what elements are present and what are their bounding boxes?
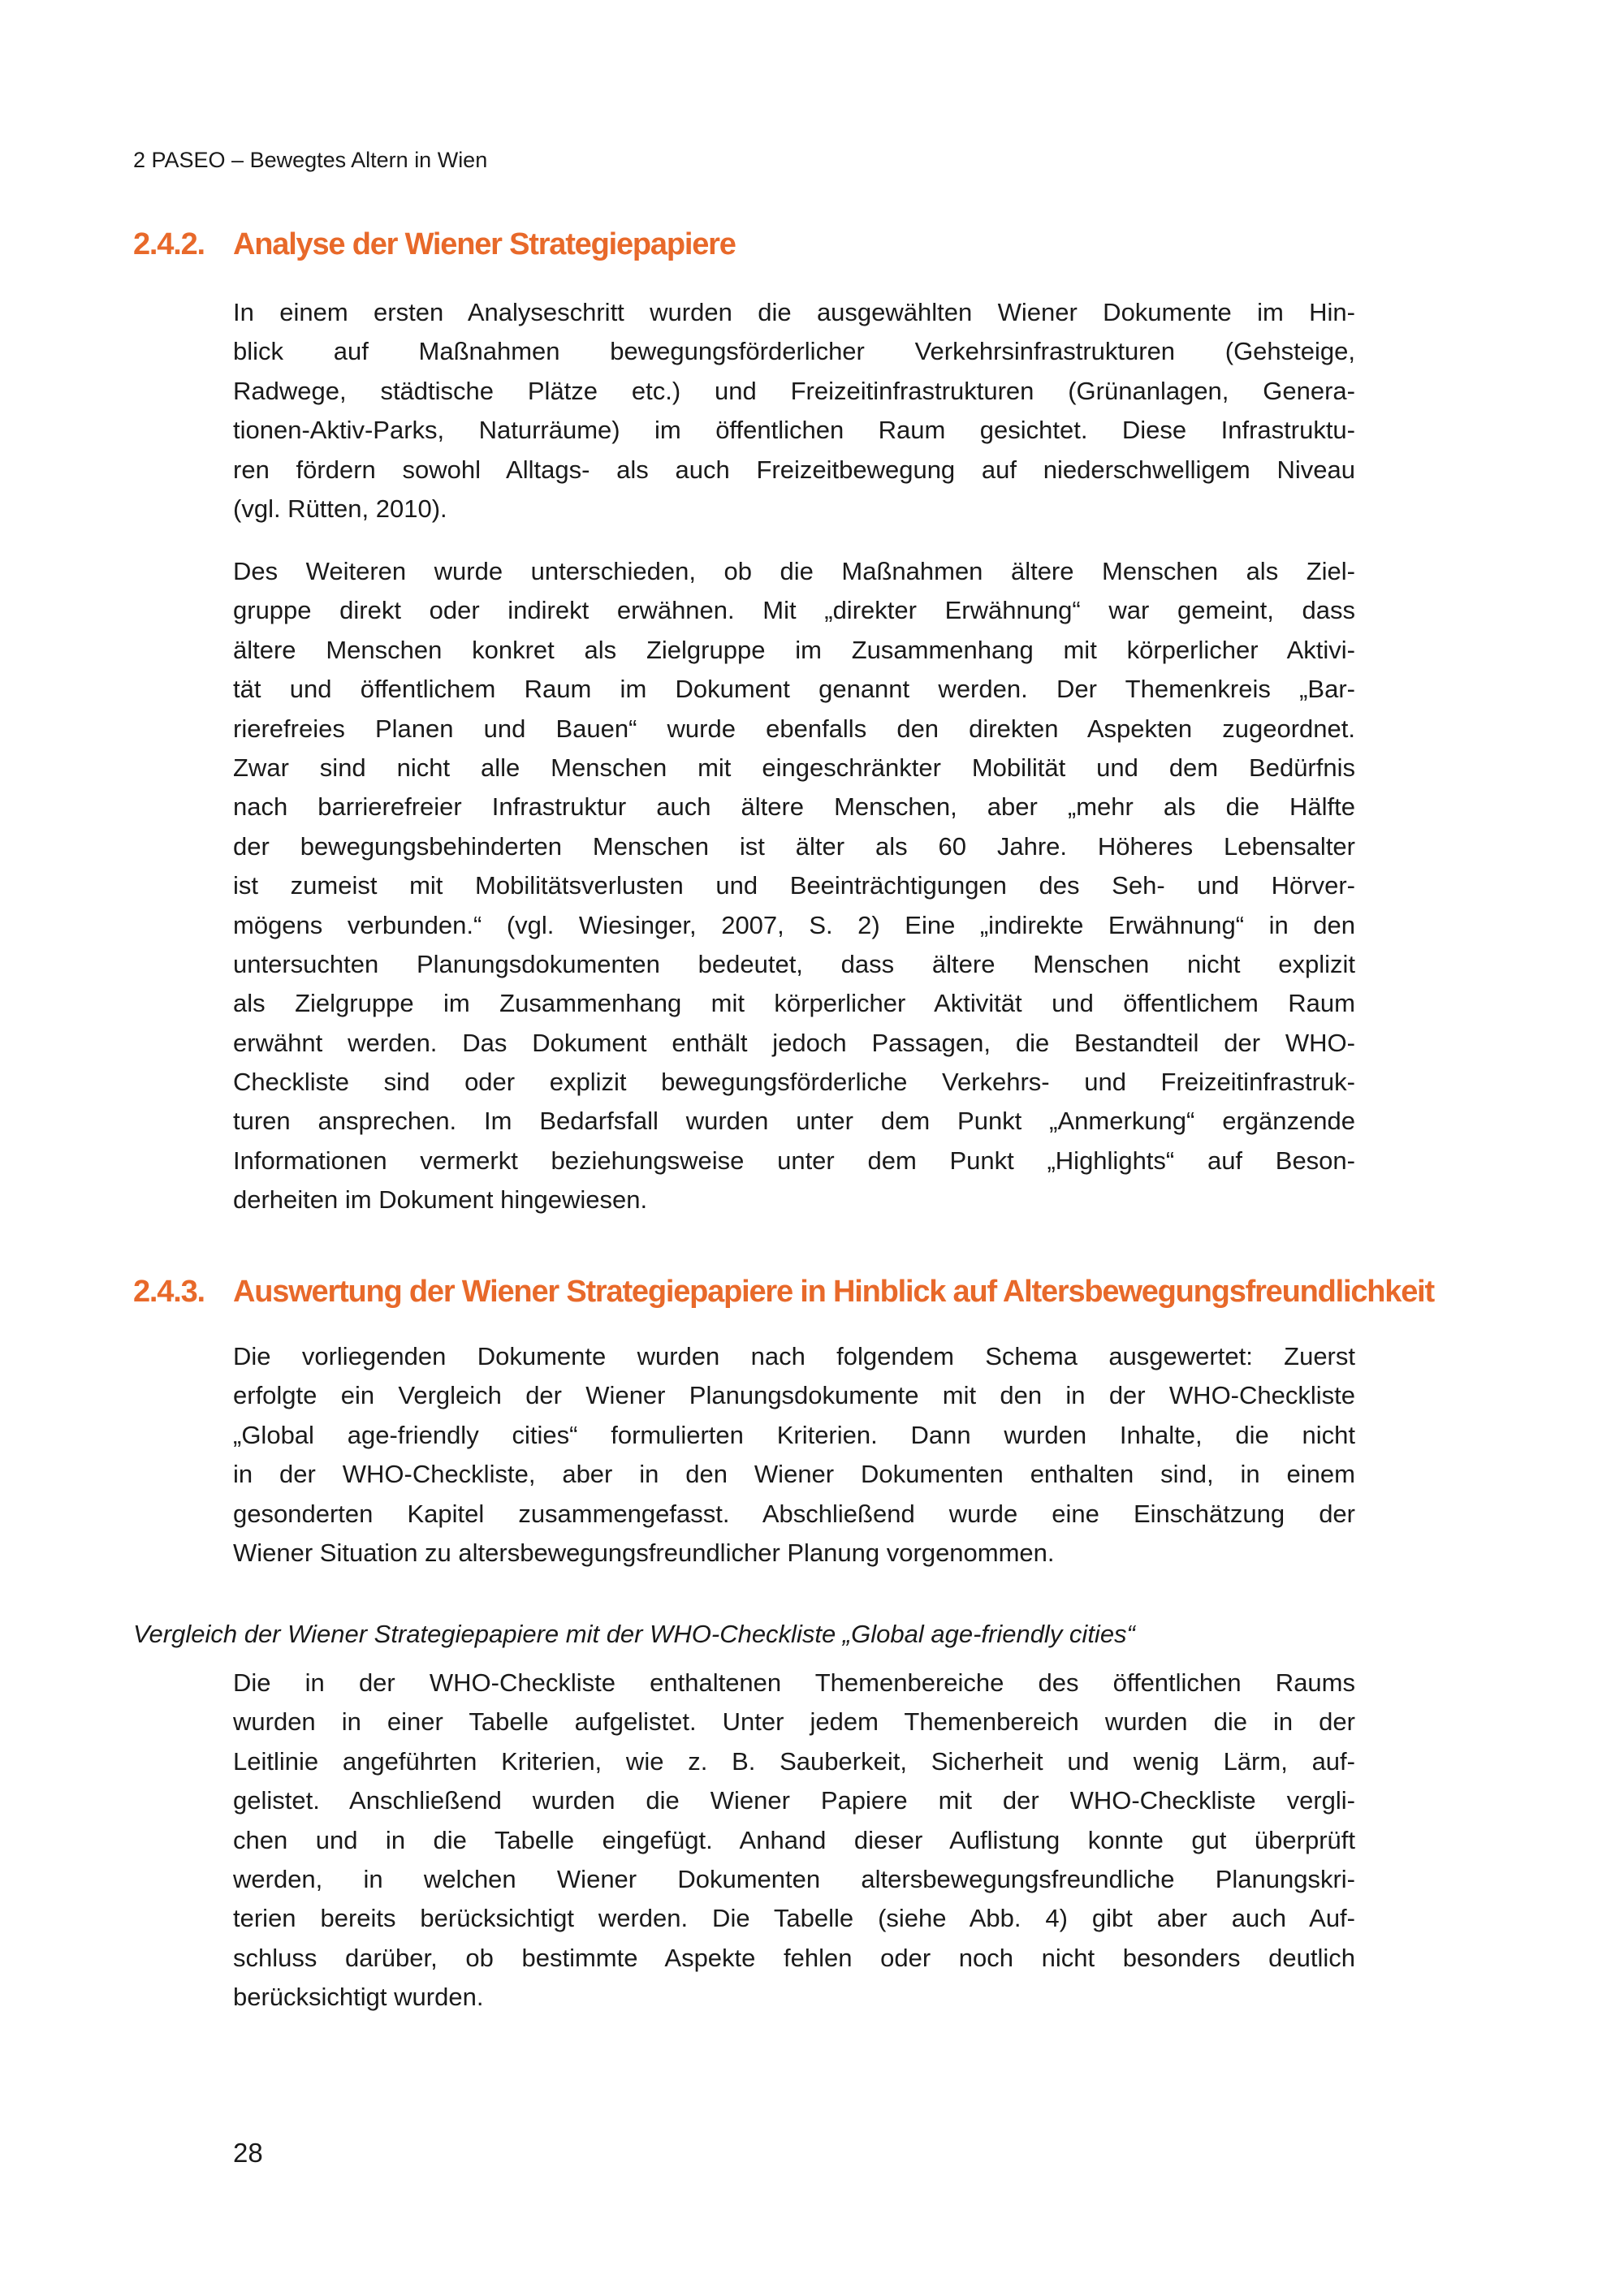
text-line: Die vorliegenden Dokumente wurden nach folgendem Schema ausgewertet: Zuerst <box>233 1342 1355 1370</box>
text-line: ist zumeist mit Mobilitätsverlusten und Beeinträchtigungen des Seh- und Hörver- <box>233 871 1355 900</box>
text-line: terien bereits berücksichtigt werden. Die Tabelle (siehe Abb. 4) gibt aber auch Auf- <box>233 1904 1355 1933</box>
text-line: ren fördern sowohl Alltags- als auch Freizeitbewegung auf niederschwelligem Niveau <box>233 455 1355 484</box>
text-line: ältere Menschen konkret als Zielgruppe im Zusammenhang mit körperlicher Aktivi- <box>233 635 1355 664</box>
text-line: gelistet. Anschließend wurden die Wiener Papiere mit der WHO-Checkliste vergli- <box>233 1786 1355 1815</box>
text-line: mögens verbunden.“ (vgl. Wiesinger, 2007, S. 2) Eine „indirekte Erwähnung“ in den <box>233 910 1355 939</box>
section-heading-2-4-2 <box>133 227 736 262</box>
section-title: Auswertung der Wiener Strategiepapiere in Hinblick auf Altersbewegungsfreundlichkeit <box>233 1275 1434 1309</box>
text-line: tionen-Aktiv-Parks, Naturräume) im öffentlichen Raum gesichtet. Diese Infrastruktu- <box>233 416 1355 445</box>
text-line: berücksichtigt wurden. <box>233 1983 484 2012</box>
text-line: Checkliste sind oder explizit bewegungsförderliche Verkehrs- und Freizeitinfrastruk- <box>233 1068 1355 1097</box>
paragraph <box>233 1337 1355 1573</box>
paragraph <box>233 1664 1355 2018</box>
text-line: tät und öffentlichem Raum im Dokument genannt werden. Der Themenkreis „Bar- <box>233 675 1355 704</box>
text-line: chen und in die Tabelle eingefügt. Anhand dieser Auflistung konnte gut überprüft <box>233 1825 1355 1854</box>
text-line: In einem ersten Analyseschritt wurden die ausgewählten Wiener Dokumente im Hin- <box>233 298 1355 326</box>
text-line: untersuchten Planungsdokumenten bedeutet, dass ältere Menschen nicht explizit <box>233 949 1355 978</box>
italic-subheading: Vergleich der Wiener Strategiepapiere mit der WHO-Checkliste „Global age-friendly cities“ <box>133 1620 1135 1648</box>
text-line: Des Weiteren wurde unterschieden, ob die Maßnahmen ältere Menschen als Ziel- <box>233 557 1355 585</box>
text-line: nach barrierefreier Infrastruktur auch ältere Menschen, aber „mehr als die Hälfte <box>233 792 1355 822</box>
text-line: (vgl. Rütten, 2010). <box>233 494 447 523</box>
text-line: in der WHO-Checkliste, aber in den Wiener Dokumenten enthalten sind, in einem <box>233 1460 1355 1489</box>
section-title: Analyse der Wiener Strategiepapiere <box>233 227 736 261</box>
text-line: blick auf Maßnahmen bewegungsförderlicher Verkehrsinfrastrukturen (Gehsteige, <box>233 337 1355 366</box>
paragraph <box>233 552 1355 1220</box>
text-line: gesonderten Kapitel zusammengefasst. Abschließend wurde eine Einschätzung der <box>233 1499 1355 1528</box>
text-line: „Global age-friendly cities“ formulierten Kriterien. Dann wurden Inhalte, die nicht <box>233 1420 1355 1449</box>
text-line: turen ansprechen. Im Bedarfsfall wurden unter dem Punkt „Anmerkung“ ergänzende <box>233 1107 1355 1136</box>
section-number: 2.4.2. <box>133 227 205 261</box>
page-number: 28 <box>233 2138 263 2168</box>
text-line: erfolgte ein Vergleich der Wiener Planungsdokumente mit den in der WHO-Checkliste <box>233 1381 1355 1410</box>
paragraph <box>233 293 1355 529</box>
text-line: wurden in einer Tabelle aufgelistet. Unter jedem Themenbereich wurden die in der <box>233 1707 1355 1737</box>
text-line: der bewegungsbehinderten Menschen ist älter als 60 Jahre. Höheres Lebensalter <box>233 831 1355 861</box>
text-line: derheiten im Dokument hingewiesen. <box>233 1185 648 1215</box>
text-line: als Zielgruppe im Zusammenhang mit körperlicher Aktivität und öffentlichem Raum <box>233 989 1355 1018</box>
text-line: werden, in welchen Wiener Dokumenten altersbewegungsfreundliche Planungskri- <box>233 1864 1355 1893</box>
text-line: erwähnt werden. Das Dokument enthält jedoch Passagen, die Bestandteil der WHO- <box>233 1028 1355 1057</box>
text-line: Leitlinie angeführten Kriterien, wie z. B. Sauberkeit, Sicherheit und wenig Lärm, auf- <box>233 1746 1355 1776</box>
text-line: rierefreies Planen und Bauen“ wurde ebenfalls den direkten Aspekten zugeordnet. <box>233 714 1355 743</box>
text-line: schluss darüber, ob bestimmte Aspekte fehlen oder noch nicht besonders deutlich <box>233 1943 1355 1972</box>
section-heading-2-4-3 <box>133 1275 1434 1310</box>
text-line: Informationen vermerkt beziehungsweise unter dem Punkt „Highlights“ auf Beson- <box>233 1146 1355 1175</box>
section-number: 2.4.3. <box>133 1275 205 1309</box>
text-line: gruppe direkt oder indirekt erwähnen. Mit „direkter Erwähnung“ war gemeint, dass <box>233 596 1355 625</box>
text-line: Wiener Situation zu altersbewegungsfreundlicher Planung vorgenommen. <box>233 1538 1055 1567</box>
text-line: Zwar sind nicht alle Menschen mit eingeschränkter Mobilität und dem Bedürfnis <box>233 753 1355 782</box>
text-line: Radwege, städtische Plätze etc.) und Freizeitinfrastrukturen (Grünanlagen, Genera- <box>233 376 1355 405</box>
running-header: 2 PASEO – Bewegtes Altern in Wien <box>133 148 488 172</box>
text-line: Die in der WHO-Checkliste enthaltenen Themenbereiche des öffentlichen Raums <box>233 1668 1355 1697</box>
